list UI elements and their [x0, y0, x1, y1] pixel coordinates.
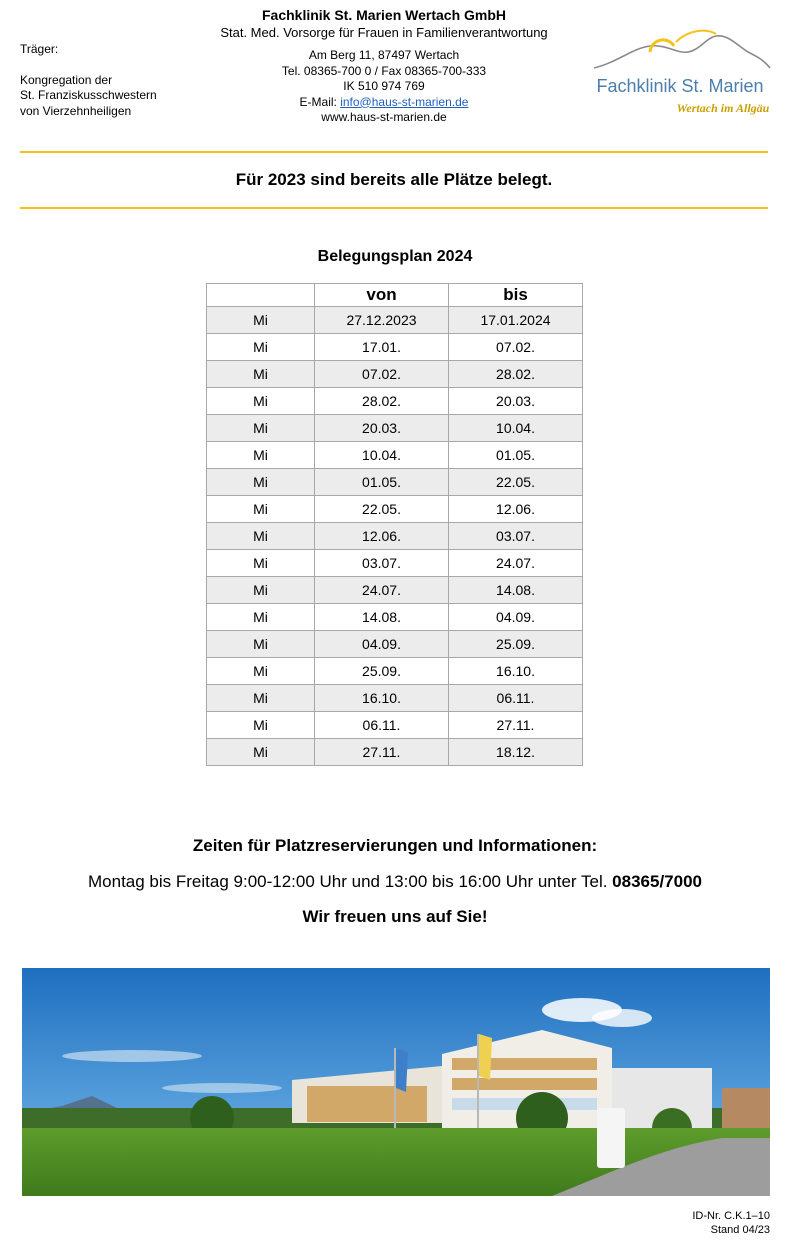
cell-bis: 16.10.	[449, 658, 583, 685]
cell-bis: 06.11.	[449, 685, 583, 712]
address: Am Berg 11, 87497 Wertach	[308, 48, 460, 62]
office-hours	[0, 872, 790, 892]
table-row	[207, 469, 583, 496]
cell-day: Mi	[207, 658, 315, 685]
document-id: ID-Nr. C.K.1–10	[692, 1210, 770, 1222]
cell-day: Mi	[207, 523, 315, 550]
clinic-contact-block	[190, 7, 578, 126]
table-row	[207, 361, 583, 388]
top-divider	[20, 151, 768, 153]
cell-bis: 14.08.	[449, 577, 583, 604]
cell-bis: 17.01.2024	[449, 307, 583, 334]
cell-day: Mi	[207, 496, 315, 523]
cell-von: 28.02.	[315, 388, 449, 415]
cell-von: 27.12.2023	[315, 307, 449, 334]
cell-day: Mi	[207, 361, 315, 388]
cell-day: Mi	[207, 550, 315, 577]
table-row	[207, 577, 583, 604]
cell-von: 24.07.	[315, 577, 449, 604]
website[interactable]: www.haus-st-marien.de	[321, 110, 447, 124]
traeger-label: Träger:	[20, 42, 59, 56]
cell-von: 06.11.	[315, 712, 449, 739]
traeger-block	[20, 42, 157, 119]
cell-day: Mi	[207, 307, 315, 334]
cell-day: Mi	[207, 577, 315, 604]
header-von: von	[315, 284, 449, 307]
table-row	[207, 307, 583, 334]
cell-von: 20.03.	[315, 415, 449, 442]
cell-bis: 01.05.	[449, 442, 583, 469]
cell-von: 04.09.	[315, 631, 449, 658]
table-row	[207, 685, 583, 712]
ik-number: IK 510 974 769	[343, 79, 425, 93]
header-bis: bis	[449, 284, 583, 307]
cell-bis: 27.11.	[449, 712, 583, 739]
traeger-line-1: Kongregation der	[20, 72, 113, 87]
table-row	[207, 550, 583, 577]
cell-day: Mi	[207, 334, 315, 361]
cell-day: Mi	[207, 604, 315, 631]
welcome-text: Wir freuen uns auf Sie!	[302, 907, 488, 926]
phone-fax: Tel. 08365-700 0 / Fax 08365-700-333	[281, 63, 487, 78]
table-row	[207, 415, 583, 442]
cell-day: Mi	[207, 442, 315, 469]
cell-bis: 28.02.	[449, 361, 583, 388]
org-subtitle: Stat. Med. Vorsorge für Frauen in Familienverantwortung	[220, 25, 548, 40]
cell-von: 25.09.	[315, 658, 449, 685]
hours-text: Montag bis Freitag 9:00-12:00 Uhr und 13:00 bis 16:00 Uhr unter Tel.	[88, 872, 613, 891]
org-name: Fachklinik St. Marien Wertach GmbH	[261, 7, 507, 23]
reservation-phone: 08365/7000	[612, 872, 702, 891]
logo-name: Fachklinik St. Marien	[596, 76, 764, 96]
table-row	[207, 712, 583, 739]
schedule-table	[206, 283, 583, 766]
cell-bis: 18.12.	[449, 739, 583, 766]
cell-von: 10.04.	[315, 442, 449, 469]
cell-von: 27.11.	[315, 739, 449, 766]
cell-bis: 10.04.	[449, 415, 583, 442]
traeger-line-2: St. Franziskusschwestern	[20, 88, 157, 102]
cell-bis: 07.02.	[449, 334, 583, 361]
cell-bis: 04.09.	[449, 604, 583, 631]
cell-day: Mi	[207, 712, 315, 739]
logo-tagline: Wertach im Allgäu	[676, 101, 770, 115]
cell-von: 12.06.	[315, 523, 449, 550]
table-row	[207, 631, 583, 658]
table-header-row	[207, 284, 583, 307]
cell-von: 22.05.	[315, 496, 449, 523]
cell-bis: 12.06.	[449, 496, 583, 523]
cell-bis: 24.07.	[449, 550, 583, 577]
email-line	[190, 95, 578, 111]
notice-full-2023: Für 2023 sind bereits alle Plätze belegt.	[235, 170, 553, 189]
cell-bis: 25.09.	[449, 631, 583, 658]
table-row	[207, 334, 583, 361]
table-row	[207, 739, 583, 766]
table-row	[207, 388, 583, 415]
clinic-panorama-photo	[22, 968, 770, 1196]
cell-von: 17.01.	[315, 334, 449, 361]
cell-bis: 03.07.	[449, 523, 583, 550]
cell-bis: 20.03.	[449, 388, 583, 415]
schedule-body	[207, 307, 583, 766]
email-label: E-Mail:	[299, 94, 341, 109]
header-day	[207, 284, 315, 307]
cell-bis: 22.05.	[449, 469, 583, 496]
cell-day: Mi	[207, 631, 315, 658]
document-stand: Stand 04/23	[710, 1224, 770, 1236]
cell-day: Mi	[207, 388, 315, 415]
cell-von: 03.07.	[315, 550, 449, 577]
cell-von: 01.05.	[315, 469, 449, 496]
sun-ray-icon	[676, 31, 716, 42]
clinic-logo	[588, 24, 773, 119]
cell-day: Mi	[207, 685, 315, 712]
cell-von: 14.08.	[315, 604, 449, 631]
table-row	[207, 442, 583, 469]
plan-title: Belegungsplan 2024	[317, 248, 473, 265]
cell-von: 16.10.	[315, 685, 449, 712]
mountain-outline-icon	[594, 36, 770, 68]
cell-day: Mi	[207, 415, 315, 442]
cell-day: Mi	[207, 469, 315, 496]
document-footer	[692, 1209, 770, 1237]
table-row	[207, 604, 583, 631]
info-title: Zeiten für Platzreservierungen und Informationen:	[192, 836, 598, 855]
traeger-line-3: von Vierzehnheiligen	[20, 103, 132, 118]
table-row	[207, 523, 583, 550]
email-link[interactable]: info@haus-st-marien.de	[340, 94, 469, 109]
cell-von: 07.02.	[315, 361, 449, 388]
table-row	[207, 496, 583, 523]
cell-day: Mi	[207, 739, 315, 766]
table-row	[207, 658, 583, 685]
notice-divider	[20, 207, 768, 209]
